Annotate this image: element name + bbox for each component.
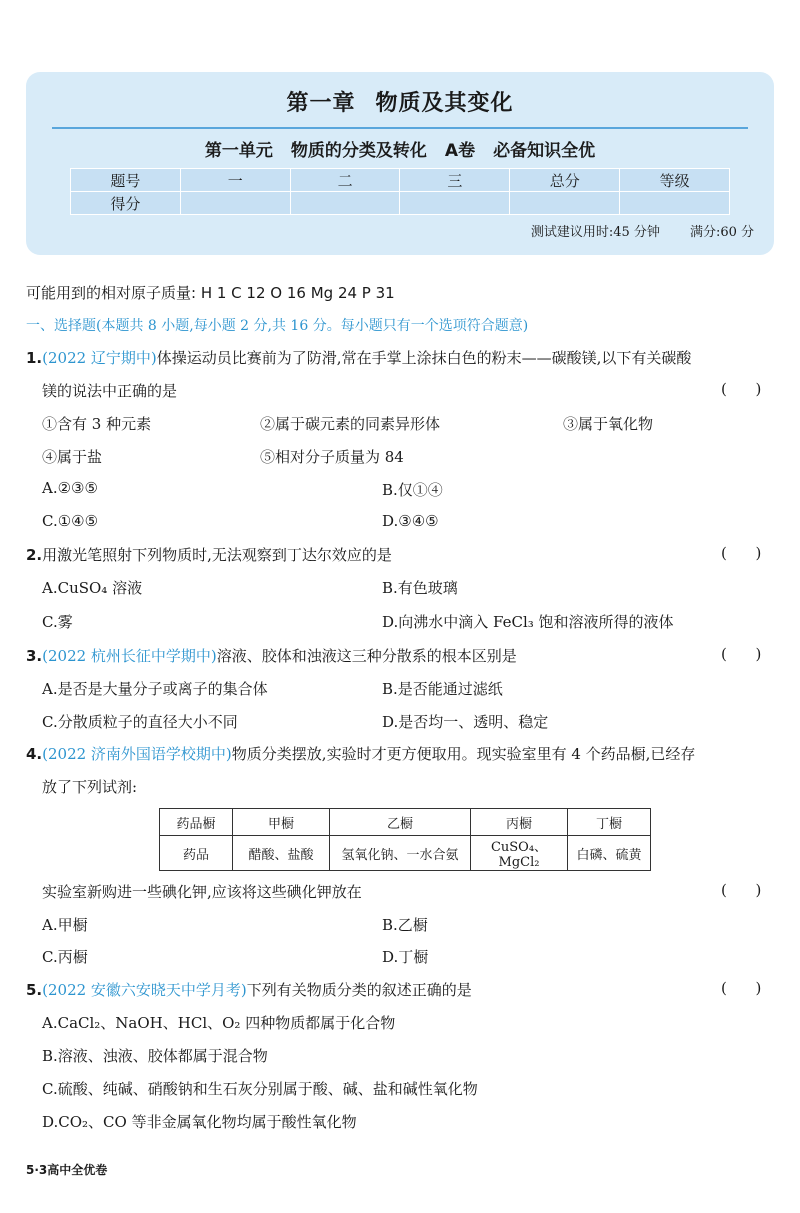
cabinet-cell: 药品 xyxy=(160,836,233,871)
question-stem: 体操运动员比赛前为了防滑,常在手掌上涂抹白色的粉末——碳酸镁,以下有关碳酸 xyxy=(156,349,692,367)
score-cell: 题号 xyxy=(71,169,181,192)
question-stem: 物质分类摆放,实验时才更方便取用。现实验室里有 4 个药品橱,已经存 xyxy=(231,745,696,763)
section-heading: 一、选择题(本题共 8 小题,每小题 2 分,共 16 分。每小题只有一个选项符合题意) xyxy=(26,318,529,334)
chapter-name: 物质及其变化 xyxy=(375,91,514,116)
paper-type: 必备知识全优 xyxy=(493,141,596,161)
score-row-header xyxy=(71,169,730,192)
question-3 xyxy=(26,645,517,666)
question-2 xyxy=(26,544,392,565)
score-cell: 得分 xyxy=(71,192,181,215)
score-cell: 一 xyxy=(180,169,290,192)
score-input-cell[interactable] xyxy=(180,192,290,215)
suggested-time: 测试建议用时:45 分钟 xyxy=(530,225,660,240)
question-number: 5. xyxy=(26,981,43,999)
option-a[interactable]: A.甲橱 xyxy=(42,916,88,934)
question-number: 2. xyxy=(26,546,43,564)
full-score: 满分:60 分 xyxy=(689,225,754,240)
question-stem: 实验室新购进一些碘化钾,应该将这些碘化钾放在 xyxy=(42,883,362,901)
score-cell: 总分 xyxy=(510,169,620,192)
question-source: (2022 济南外国语学校期中) xyxy=(42,745,232,763)
cabinet-cell: 乙橱 xyxy=(330,809,471,836)
score-input-cell[interactable] xyxy=(290,192,400,215)
statement-item: ②属于碳元素的同素异形体 xyxy=(260,415,441,433)
question-4 xyxy=(26,743,695,764)
option-c[interactable]: C.雾 xyxy=(42,613,73,631)
option-d[interactable]: D.③④⑤ xyxy=(382,512,439,530)
score-input-cell[interactable] xyxy=(510,192,620,215)
cabinet-cell: 醋酸、盐酸 xyxy=(233,836,330,871)
question-number: 1. xyxy=(26,349,43,367)
option-a[interactable]: A.②③⑤ xyxy=(42,479,98,497)
score-cell: 等级 xyxy=(620,169,730,192)
cabinet-table xyxy=(159,808,651,871)
answer-bracket[interactable]: ( ) xyxy=(721,645,762,663)
question-stem: 用激光笔照射下列物质时,无法观察到丁达尔效应的是 xyxy=(42,546,392,564)
cabinet-cell: 丙橱 xyxy=(471,809,568,836)
unit-name: 物质的分类及转化 xyxy=(290,141,427,161)
option-b[interactable]: B.有色玻璃 xyxy=(382,579,458,597)
score-row-values xyxy=(71,192,730,215)
chapter-number: 第一章 xyxy=(286,91,356,116)
question-source: (2022 安徽六安晓天中学月考) xyxy=(42,981,247,999)
question-5 xyxy=(26,979,472,1000)
option-a[interactable]: A.是否是大量分子或离子的集合体 xyxy=(42,680,268,698)
paper-version: A卷 xyxy=(444,141,476,161)
option-c[interactable]: C.①④⑤ xyxy=(42,512,99,530)
option-d[interactable]: D.向沸水中滴入 FeCl₃ 饱和溶液所得的液体 xyxy=(382,613,674,631)
score-table xyxy=(70,168,730,215)
cabinet-cell: 甲橱 xyxy=(233,809,330,836)
question-1 xyxy=(26,347,691,368)
option-c[interactable]: C.硫酸、纯碱、硝酸钠和生石灰分别属于酸、碱、盐和碱性氧化物 xyxy=(42,1080,478,1098)
unit-title xyxy=(0,136,800,161)
time-and-score xyxy=(531,221,754,240)
score-input-cell[interactable] xyxy=(400,192,510,215)
question-stem: 镁的说法中正确的是 xyxy=(42,382,178,400)
header-divider xyxy=(52,127,748,129)
option-a[interactable]: A.CuSO₄ 溶液 xyxy=(42,579,143,597)
statement-item: ③属于氧化物 xyxy=(563,415,654,433)
question-stem: 放了下列试剂: xyxy=(42,778,138,796)
option-b[interactable]: B.溶液、浊液、胶体都属于混合物 xyxy=(42,1047,268,1065)
statement-item: ④属于盐 xyxy=(42,448,103,466)
option-a[interactable]: A.CaCl₂、NaOH、HCl、O₂ 四种物质都属于化合物 xyxy=(42,1014,396,1032)
cabinet-cell: CuSO₄、MgCl₂ xyxy=(471,836,568,871)
question-source: (2022 辽宁期中) xyxy=(42,349,157,367)
question-stem: 溶液、胶体和浊液这三种分散系的根本区别是 xyxy=(216,647,517,665)
cabinet-cell: 白磷、硫黄 xyxy=(568,836,651,871)
answer-bracket[interactable]: ( ) xyxy=(721,979,762,997)
option-c[interactable]: C.分散质粒子的直径大小不同 xyxy=(42,713,238,731)
score-cell: 三 xyxy=(400,169,510,192)
cabinet-cell: 氢氧化钠、一水合氨 xyxy=(330,836,471,871)
score-cell: 二 xyxy=(290,169,400,192)
footer-brand: 5·3高中全优卷 xyxy=(26,1163,108,1177)
option-b[interactable]: B.乙橱 xyxy=(382,916,428,934)
atomic-mass-line: 可能用到的相对原子质量: H 1 C 12 O 16 Mg 24 P 31 xyxy=(26,284,395,302)
answer-bracket[interactable]: ( ) xyxy=(721,881,762,899)
cabinet-cell: 药品橱 xyxy=(160,809,233,836)
cabinet-row-header xyxy=(160,809,651,836)
answer-bracket[interactable]: ( ) xyxy=(721,544,762,562)
question-source: (2022 杭州长征中学期中) xyxy=(42,647,217,665)
option-d[interactable]: D.CO₂、CO 等非金属氧化物均属于酸性氧化物 xyxy=(42,1113,357,1131)
option-b[interactable]: B.是否能通过滤纸 xyxy=(382,680,503,698)
score-input-cell[interactable] xyxy=(620,192,730,215)
statement-item: ①含有 3 种元素 xyxy=(42,415,152,433)
statement-item: ⑤相对分子质量为 84 xyxy=(260,448,404,466)
answer-bracket[interactable]: ( ) xyxy=(721,380,762,398)
unit-number: 第一单元 xyxy=(204,141,273,161)
cabinet-row-values xyxy=(160,836,651,871)
chapter-title xyxy=(0,86,800,117)
option-c[interactable]: C.丙橱 xyxy=(42,948,88,966)
question-stem: 下列有关物质分类的叙述正确的是 xyxy=(246,981,472,999)
option-d[interactable]: D.丁橱 xyxy=(382,948,429,966)
question-number: 3. xyxy=(26,647,43,665)
option-d[interactable]: D.是否均一、透明、稳定 xyxy=(382,713,549,731)
question-number: 4. xyxy=(26,745,43,763)
cabinet-cell: 丁橱 xyxy=(568,809,651,836)
option-b[interactable]: B.仅①④ xyxy=(382,481,443,499)
